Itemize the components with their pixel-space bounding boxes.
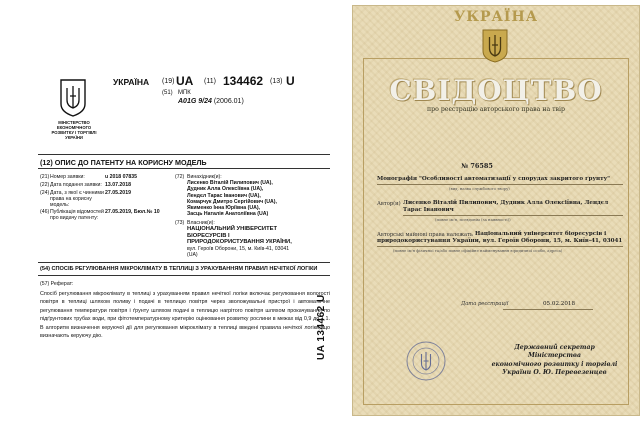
certificate-number: № 76585 [461, 162, 493, 170]
owner-address: вул. Героїв Оборони, 15, м. Київ-41, 03041 [187, 245, 290, 252]
field-number: (46) [40, 209, 50, 215]
field-number: (72) [175, 174, 185, 180]
owner-address: (UA) [187, 252, 198, 259]
field-line [503, 309, 593, 310]
inventor: Дудник Алла Олексіївна (UA), [187, 186, 264, 193]
vertical-id-text: UA 134462 U [316, 294, 327, 360]
trident-emblem-icon [58, 78, 88, 118]
owner-hint: (повне ім'я фізичної та/або повне офіційне найменування юридичної особи, адреса) [393, 248, 563, 253]
certificate-subtitle: про реєстрацію авторського права на твір [427, 106, 565, 113]
code-19: (19) [162, 78, 175, 85]
field-row [40, 174, 180, 182]
certificate-title: СВІДОЦТВО [389, 74, 603, 107]
field-value: 27.05.2019, Бюл.№ 10 [105, 209, 160, 215]
inventor: Комарчук Дмитро Сергійович (UA), [187, 198, 277, 205]
work-title: Монографія "Особливості автоматизації у спорудах закритого ґрунту" [377, 176, 611, 182]
field-number: (73) [175, 220, 185, 226]
certificate-country: УКРАЇНА [453, 9, 539, 25]
invention-name: (54) СПОСІБ РЕГУЛЮВАННЯ МІКРОКЛІМАТУ В ТЕПЛИЦІ З УРАХУВАННЯМ ПРАВИЛ НЕЧІТКОЇ ЛОГІКИ [40, 266, 318, 272]
field-label: Номер заявки: [50, 174, 85, 180]
inventors-block [175, 174, 330, 217]
date-label: Дата реєстрації [461, 301, 509, 307]
bibliographic-fields [40, 174, 180, 223]
divider [38, 168, 330, 169]
authors-hint: (повне ім'я, псевдонім (за наявності)) [435, 217, 511, 222]
authors-label: Автор(и) [377, 201, 401, 207]
divider [38, 262, 330, 263]
field-value: 27.05.2019 [105, 190, 131, 196]
inventor: Лисенко Віталій Пилипович (UA), [187, 180, 273, 187]
divider [38, 275, 330, 276]
field-line [377, 246, 623, 247]
field-value: u 2018 07835 [105, 174, 138, 180]
abstract-label: (57) Реферат: [40, 281, 74, 287]
field-number: (21) [40, 174, 50, 180]
owner-value: Національний університет біоресурсів і природокористування України, вул. Героїв Оборони, 15, м. Київ-41, 03041 [377, 231, 623, 244]
signer-line: Державний секретар Міністерства [514, 344, 595, 360]
field-number: (22) [40, 182, 50, 188]
trident-emblem-icon [481, 28, 509, 64]
field-label: Дата подання заявки: [50, 182, 102, 188]
owner-label: Власник(и): [187, 220, 215, 226]
code-11: (11) [204, 78, 216, 85]
ipc-year: (2006.01) [213, 98, 244, 105]
field-label: Публікація відомостей про видачу патенту: [50, 209, 104, 222]
official-seal-icon [405, 340, 447, 382]
patent-number: 134462 [223, 74, 264, 88]
field-number: (24) [40, 190, 50, 196]
owner-name: ПРИРОДОКОРИСТУВАННЯ УКРАЇНИ, [187, 239, 292, 246]
signer-line: України О. Ю. Перевезенцев [502, 369, 607, 377]
field-row [40, 182, 180, 190]
registration-date: 05.02.2018 [543, 301, 576, 307]
field-row [40, 190, 180, 209]
abstract-text: Спосіб регулювання мікроклімату в теплиці з урахуванням правил нечіткої логіки включає регулювання вологості повітря в теплиці шляхом поливу і подачі в теплицю повітря через зволожувальні пристрої і автоматичне регулювання температури повітря і ґрунту шляхом подачі в теплицю нагрітого повітря шляхом прокачування по підґрунтових трубах води, при фітотемпературному критерію оцінювання розвитку рослини в межах від 0,9 до 1,1. В алгоритм визначення керуючої дії для регулювання мікроклімату в теплиці введені правила нечіткої логіки, що визначають керуючу дію. [40, 291, 330, 340]
inventor: Якименко Інна Юріївна (UA), [187, 205, 260, 212]
mpk-label: МПК [178, 90, 191, 96]
ministry-line: ЕКОНОМІЧНОГО [56, 125, 92, 130]
ministry-line: МІНІСТЕРСТВО [58, 120, 90, 125]
certificate [352, 5, 640, 416]
code-13: (13) [270, 78, 283, 85]
code-51: (51) [162, 90, 173, 96]
ipc-class [178, 98, 244, 105]
signer-block [487, 344, 622, 378]
owner-label: Авторські майнові права належать [377, 232, 473, 238]
ministry-line: УКРАЇНИ [65, 135, 83, 140]
work-hint: (вид, назва службового твору) [449, 186, 510, 191]
patent-kind: U [286, 74, 295, 88]
country-code: UA [176, 74, 194, 88]
ministry-name [40, 120, 108, 140]
inventor: Лендєл Тарас Іванович (UA), [187, 192, 261, 199]
vertical-patent-id [312, 240, 332, 360]
description-title: (12) ОПИС ДО ПАТЕНТУ НА КОРИСНУ МОДЕЛЬ [40, 158, 207, 167]
owner-name: БІОРЕСУРСІВ І [187, 232, 230, 239]
divider [38, 154, 330, 155]
inventors-label: Винахідник(и): [187, 174, 222, 180]
field-label: Дата, з якої є чинними права на корисну модель: [50, 190, 104, 209]
ipc-code: A01G 9/24 [178, 98, 212, 105]
owner-block [175, 220, 330, 258]
authors-value: Лисенко Віталій Пилипович, Дудник Алла Олексіївна, Лендєл Тарас Іванович [403, 200, 609, 213]
ministry-line: РОЗВИТКУ І ТОРГІВЛІ [51, 130, 97, 135]
patent-country: УКРАЇНА [113, 77, 150, 87]
field-line [377, 184, 623, 185]
field-line [403, 215, 623, 216]
inventor: Засць Наталія Анатоліївна (UA) [187, 211, 269, 218]
field-value: 13.07.2018 [105, 182, 131, 188]
owner-name: НАЦІОНАЛЬНИЙ УНІВЕРСИТЕТ [187, 226, 278, 233]
signer-line: економічного розвитку і торгівлі [491, 360, 618, 368]
field-row [40, 209, 180, 223]
